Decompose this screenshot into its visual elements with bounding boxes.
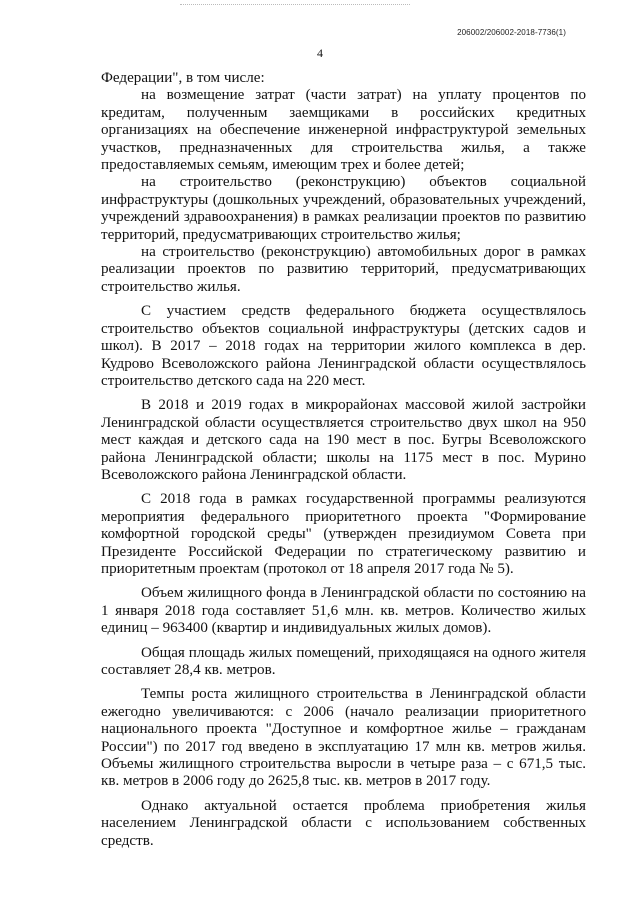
paragraph-housing-stock: Объем жилищного фонда в Ленинградской области по состоянию на 1 января 2018 года составляет 51,6 млн. кв. метров. Количество жилых единиц – 963400 (квартир и индивидуальных жилых домов). xyxy=(101,585,586,637)
paragraph-schools: В 2018 и 2019 годах в микрорайонах массовой жилой застройки Ленинградской области осуществляется строительство двух школ на 950 мест каждая и детского сада на 190 мест в пос. Бугры Всеволожского района Ленинградской области; школы на 1175 мест в пос. Мурино Всеволожского района Ленинградской области. xyxy=(101,397,586,483)
paragraph-social-infrastructure: на строительство (реконструкцию) объектов социальной инфраструктуры (дошкольных учреждений, образовательных учреждений, учреждений здравоохранения) в рамках реализации проектов по развитию территорий, предусматривающих строительство жилья; xyxy=(101,174,586,243)
paragraph-conclusion: Однако актуальной остается проблема приобретения жилья населением Ленинградской области с использованием собственных средств. xyxy=(101,797,586,849)
document-body xyxy=(101,70,586,857)
paragraph-continuation: Федерации", в том числе: xyxy=(101,70,265,86)
paragraph-growth-rates: Темпы роста жилищного строительства в Ленинградской области ежегодно увеличиваются: с 2006 (начало реализации приоритетного национального проекта "Доступное и комфортное жилье – гражданам России") по 2017 год введено в эксплуатацию 17 млн кв. метров жилья. Объемы жилищного строительства выросли в четыре раза – с 671,5 тыс. кв. метров в 2006 году до 2625,8 тыс. кв. метров в 2017 году. xyxy=(101,686,586,790)
paragraph-federal-budget: С участием средств федерального бюджета осуществлялось строительство объектов социальной инфраструктуры (детских садов и школ). В 2017 – 2018 годах на территории жилого комплекса в дер. Кудрово Всеволожского района Ленинградской области осуществлялось строительство детского сада на 220 мест. xyxy=(101,303,586,389)
top-scan-line xyxy=(180,4,410,5)
paragraph-living-area: Общая площадь жилых помещений, приходящаяся на одного жителя составляет 28,4 кв. метров. xyxy=(101,644,586,678)
paragraph-interest-reimbursement: на возмещение затрат (части затрат) на уплату процентов по кредитам, полученным заемщиками в российских кредитных организациях на обеспечение инженерной инфраструктурой земельных участков, предназначенных для строительства жилья, а также предоставляемых семьям, имеющим трех и более детей; xyxy=(101,87,586,174)
document-id: 206002/206002-2018-7736(1) xyxy=(457,28,566,37)
paragraph-roads: на строительство (реконструкцию) автомобильных дорог в рамках реализации проектов по развитию территорий, предусматривающих строительство жилья. xyxy=(101,244,586,295)
page-number: 4 xyxy=(317,46,323,60)
paragraph-urban-environment: С 2018 года в рамках государственной программы реализуются мероприятия федерального приоритетного проекта "Формирование комфортной городской среды" (утвержден президиумом Совета при Президенте Российской Федерации по стратегическому развитию и приоритетным проектам (протокол от 18 апреля 2017 года № 5). xyxy=(101,491,586,577)
